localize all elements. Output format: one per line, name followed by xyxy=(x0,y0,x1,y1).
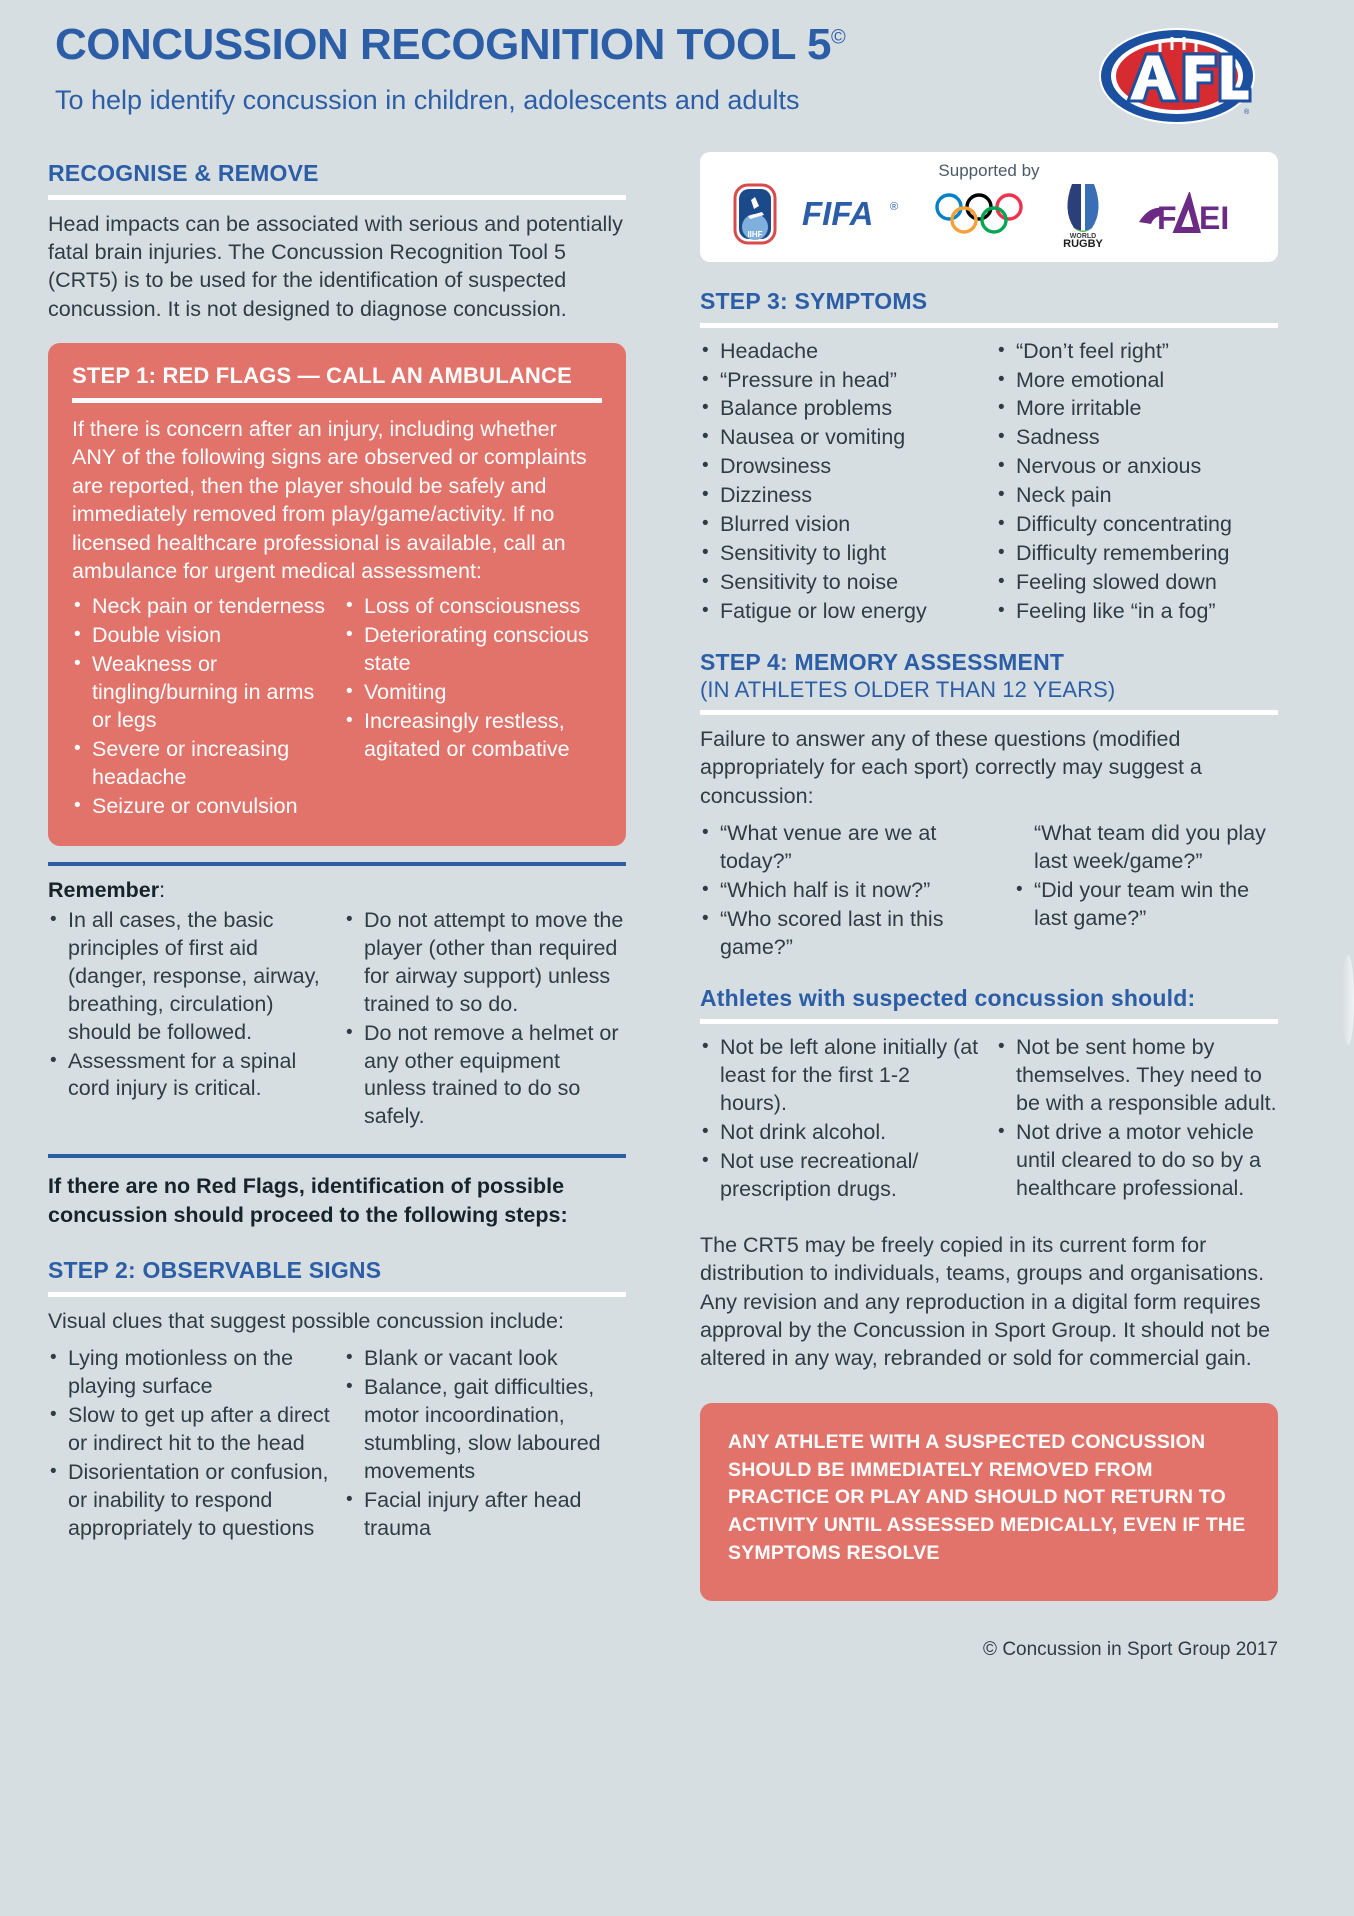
step2-intro: Visual clues that suggest possible concussion include: xyxy=(48,1308,564,1333)
list-item: • Lying motionless on the playing surface xyxy=(48,1345,330,1401)
remember-list-right xyxy=(344,907,626,1132)
list-item: • “Who scored last in this game?” xyxy=(700,906,982,962)
list-item: • Do not attempt to move the player (other than required for airway support) unless trained to so do. xyxy=(344,907,626,1019)
divider-blue xyxy=(48,862,626,866)
list-item: • Weakness or tingling/burning in arms or legs xyxy=(72,651,330,735)
list-item: • Sadness xyxy=(996,424,1278,452)
copyright-superscript: © xyxy=(830,26,846,49)
supported-by-label: Supported by xyxy=(938,161,1040,180)
fifa-logo xyxy=(802,194,906,239)
section-recognise-remove xyxy=(48,160,626,323)
list-item: • Sensitivity to light xyxy=(700,540,982,568)
iihf-logo xyxy=(733,183,777,250)
svg-text:RUGBY: RUGBY xyxy=(1062,237,1103,248)
no-red-flags-note: If there are no Red Flags, identification of possible concussion should proceed to the following steps: xyxy=(48,1174,568,1227)
list-item: • Increasingly restless, agitated or combative xyxy=(344,708,602,764)
remember-list-left xyxy=(48,907,330,1104)
list-item: • Not be sent home by themselves. They need to be with a responsible adult. xyxy=(996,1034,1278,1118)
section-step3-symptoms xyxy=(700,288,1278,627)
remember-label-suffix: : xyxy=(159,877,166,902)
list-item: • “Did your team win the last game?” xyxy=(1014,877,1278,933)
svg-text:®: ® xyxy=(1244,109,1250,116)
fei-logo xyxy=(1137,192,1245,241)
svg-text:F: F xyxy=(1157,199,1177,236)
step4-subheading: (IN ATHLETES OLDER THAN 12 YEARS) xyxy=(700,676,1116,702)
supported-by-strip xyxy=(700,152,1278,262)
step1-paragraph: If there is concern after an injury, including whether ANY of the following signs are observed or complaints are reported, then the player should be safely and immediately removed from play/game/activity. If no licensed healthcare professional is available, call an ambulance for urgent medical assessment: xyxy=(72,417,587,583)
remember-label-text: Remember xyxy=(48,877,160,902)
list-item: • More irritable xyxy=(996,395,1278,423)
section-step4-memory-assessment xyxy=(700,649,1278,963)
step2-heading: STEP 2: OBSERVABLE SIGNS xyxy=(48,1257,382,1284)
step3-heading: STEP 3: SYMPTOMS xyxy=(700,288,928,314)
list-item: • Nausea or vomiting xyxy=(700,424,982,452)
warning-text: ANY ATHLETE WITH A SUSPECTED CONCUSSION SHOULD BE IMMEDIATELY REMOVED FROM PRACTICE OR PLAY AND SHOULD NOT RETURN TO ACTIVITY UNTIL ASSESSED MEDICALLY, EVEN IF THE SYMPTOMS RESOLVE xyxy=(728,1430,1246,1564)
list-item: • Sensitivity to noise xyxy=(700,569,982,597)
page-edge-highlight xyxy=(1342,955,1354,1045)
list-item: • “Pressure in head” xyxy=(700,367,982,395)
list-item: “What team did you play last week/game?” xyxy=(1034,821,1266,874)
svg-text:WORLD: WORLD xyxy=(1069,232,1096,240)
list-item: • Facial injury after head trauma xyxy=(344,1487,626,1543)
list-item: • Neck pain xyxy=(996,482,1278,510)
remember-label xyxy=(48,878,626,903)
section-step1-red-flags xyxy=(48,343,626,846)
list-item: • Blurred vision xyxy=(700,511,982,539)
left-column xyxy=(48,160,626,1544)
list-item: • Not drink alcohol. xyxy=(700,1119,982,1147)
symptoms-list-right xyxy=(996,338,1278,626)
list-item: • Feeling like “in a fog” xyxy=(996,598,1278,626)
observable-signs-list-left xyxy=(48,1345,330,1543)
red-flags-list-left xyxy=(72,593,330,821)
divider-white xyxy=(48,195,626,200)
list-item: • Neck pain or tenderness xyxy=(72,593,330,621)
document-header xyxy=(0,0,1354,140)
divider-white xyxy=(700,710,1278,715)
red-flags-list-right xyxy=(344,593,602,764)
list-item: • Double vision xyxy=(72,622,330,650)
list-item: • Not be left alone initially (at least for the first 1-2 hours). xyxy=(700,1034,982,1118)
divider-white xyxy=(72,398,602,403)
right-column xyxy=(700,152,1278,1661)
list-item: • Deteriorating conscious state xyxy=(344,622,602,678)
list-item: • Assessment for a spinal cord injury is critical. xyxy=(48,1048,330,1104)
list-item: • Severe or increasing headache xyxy=(72,736,330,792)
list-item: • Nervous or anxious xyxy=(996,453,1278,481)
page-title-text: CONCUSSION RECOGNITION TOOL 5 xyxy=(55,20,831,69)
memory-questions-list-left xyxy=(700,820,982,962)
afl-logo xyxy=(1098,26,1256,126)
symptoms-list-left xyxy=(700,338,982,626)
list-item: • Slow to get up after a direct or indirect hit to the head xyxy=(48,1402,330,1458)
divider-white xyxy=(700,323,1278,328)
list-item: • In all cases, the basic principles of first aid (danger, response, airway, breathing, circulation) should be followed. xyxy=(48,907,330,1047)
step4-intro: Failure to answer any of these questions (modified appropriately for each sport) correctly may suggest a concussion: xyxy=(700,726,1202,808)
world-rugby-logo xyxy=(1054,180,1112,253)
step4-heading xyxy=(700,649,1278,703)
copy-notice: The CRT5 may be freely copied in its current form for distribution to individuals, teams, groups and organisations. Any revision and any reproduction in a digital form requires approval by the Concussion in Sport Group. It should not be altered in any way, rebranded or sold for commercial gain. xyxy=(700,1232,1271,1371)
divider-blue xyxy=(48,1154,626,1158)
list-item: • Fatigue or low energy xyxy=(700,598,982,626)
recognise-heading: RECOGNISE & REMOVE xyxy=(48,160,319,186)
list-item: • Vomiting xyxy=(344,679,602,707)
divider-white xyxy=(48,1292,626,1297)
list-item: • Not use recreational/ prescription drugs. xyxy=(700,1148,982,1204)
copyright-notice: © Concussion in Sport Group 2017 xyxy=(983,1639,1278,1661)
recognise-paragraph: Head impacts can be associated with serious and potentially fatal brain injuries. The Concussion Recognition Tool 5 (CRT5) is to be used for the identification of suspected concussion. It is not designed to diagnose concussion. xyxy=(48,211,623,321)
list-item: • “Don’t feel right” xyxy=(996,338,1278,366)
sponsor-logo-row xyxy=(700,178,1278,254)
list-item: • Feeling slowed down xyxy=(996,569,1278,597)
section-athletes-should xyxy=(700,985,1278,1205)
list-item: • Dizziness xyxy=(700,482,982,510)
list-item: • Difficulty concentrating xyxy=(996,511,1278,539)
list-item: • Blank or vacant look xyxy=(344,1345,626,1373)
list-item: • Balance problems xyxy=(700,395,982,423)
warning-box xyxy=(700,1403,1278,1601)
list-item: • Loss of consciousness xyxy=(344,593,602,621)
divider-white xyxy=(700,1019,1278,1024)
athletes-should-heading: Athletes with suspected concussion should: xyxy=(700,984,1196,1011)
list-item: • Disorientation or confusion, or inability to respond appropriately to questions xyxy=(48,1459,330,1543)
list-item: • “What venue are we at today?” xyxy=(700,820,982,876)
svg-text:IIHF: IIHF xyxy=(747,229,763,239)
section-remember xyxy=(48,878,626,1133)
footer xyxy=(700,1615,1278,1661)
athletes-should-list-right xyxy=(996,1034,1278,1203)
observable-signs-list-right xyxy=(344,1345,626,1543)
step1-heading: STEP 1: RED FLAGS — CALL AN AMBULANCE xyxy=(72,363,572,389)
list-item: • Drowsiness xyxy=(700,453,982,481)
olympic-rings-icon xyxy=(932,192,1028,241)
list-item: • Do not remove a helmet or any other equipment unless trained to do so safely. xyxy=(344,1020,626,1132)
page-title xyxy=(55,20,845,70)
svg-text:EI: EI xyxy=(1199,199,1230,236)
list-item: • Not drive a motor vehicle until cleared to do so by a healthcare professional. xyxy=(996,1119,1278,1203)
page-subtitle: To help identify concussion in children, adolescents and adults xyxy=(55,85,800,115)
list-item: • “Which half is it now?” xyxy=(700,877,982,905)
list-item: • Seizure or convulsion xyxy=(72,793,330,821)
list-item: • More emotional xyxy=(996,367,1278,395)
svg-text:FIFA: FIFA xyxy=(802,194,874,232)
list-item: • Balance, gait difficulties, motor incoordination, stumbling, slow laboured movements xyxy=(344,1374,626,1486)
step4-heading-text: STEP 4: MEMORY ASSESSMENT xyxy=(700,648,1065,675)
svg-text:®: ® xyxy=(890,200,899,213)
memory-questions-list-right xyxy=(996,820,1278,933)
list-item: • Headache xyxy=(700,338,982,366)
list-item: • Difficulty remembering xyxy=(996,540,1278,568)
athletes-should-list-left xyxy=(700,1034,982,1204)
section-step2-observable-signs xyxy=(48,1257,626,1544)
